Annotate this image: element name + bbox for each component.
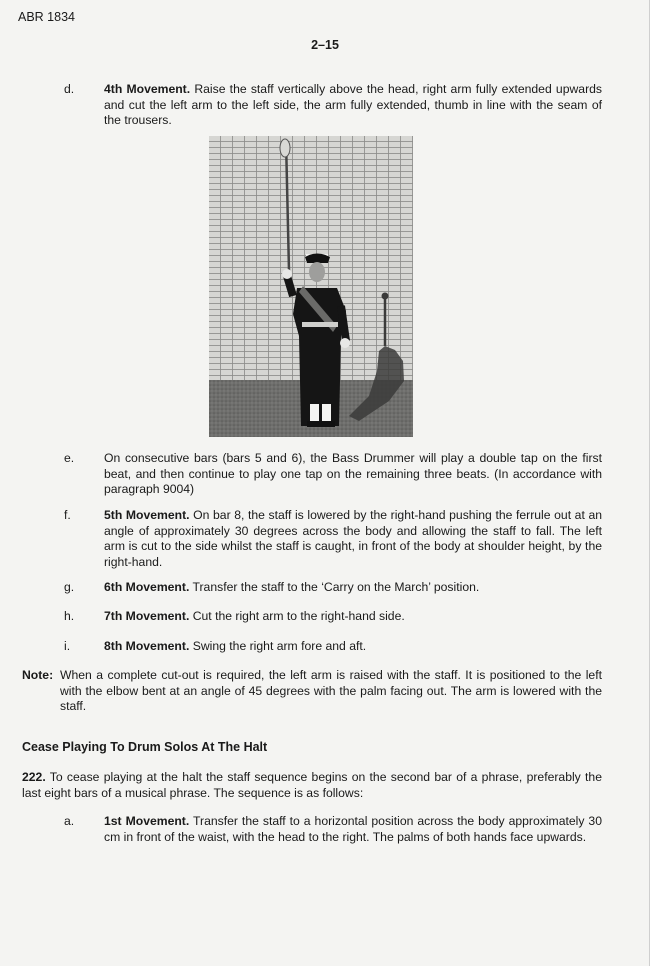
item-letter: h. [64, 609, 75, 623]
item-body: Cut the right arm to the right-hand side. [189, 609, 405, 623]
item-body: On consecutive bars (bars 5 and 6), the Bass Drummer will play a double tap on the first beat, and then continue to play one tap on the remaining three beats. (In accordance with paragraph 9004) [104, 451, 602, 496]
drum-major-photo [209, 136, 413, 437]
item-letter: d. [64, 82, 75, 96]
document-reference: ABR 1834 [18, 10, 75, 24]
item-title: 5th Movement. [104, 508, 190, 522]
paragraph-number: 222. [22, 770, 46, 784]
item-body: On bar 8, the staff is lowered by the right-hand pushing the ferrule out at an angle of approximately 30 degrees across the body and allowing the staff to fall. The left arm is cut to the side whilst the staff is caught, in front of the body at shoulder height, by the right-hand. [104, 508, 603, 569]
item-text [104, 814, 602, 845]
item-text [104, 580, 602, 596]
item-letter: g. [64, 580, 75, 594]
item-body: Transfer the staff to a horizontal position across the body approximately 30 cm in front of the waist, with the head to the right. The palms of both hands face upwards. [104, 814, 602, 844]
item-text [104, 609, 602, 625]
item-letter: e. [64, 451, 75, 465]
paragraph-text: To cease playing at the halt the staff sequence begins on the second bar of a phrase, preferably the last eight bars of a musical phrase. The sequence is as follows: [22, 770, 602, 800]
page-number: 2–15 [311, 38, 339, 52]
item-text [104, 451, 602, 498]
item-title: 8th Movement. [104, 639, 190, 653]
item-title: 1st Movement. [104, 814, 190, 828]
item-letter: f. [64, 508, 71, 522]
item-title: 7th Movement. [104, 609, 190, 623]
item-body: Transfer the staff to the ‘Carry on the March’ position. [189, 580, 480, 594]
item-body: Raise the staff vertically above the head, right arm fully extended upwards and cut the left arm to the left side, the arm fully extended, thumb in line with the seam of the trousers. [104, 82, 602, 127]
note-text: When a complete cut-out is required, the left arm is raised with the staff. It is positioned to the left with the elbow bent at an angle of 45 degrees with the palm facing out. The arm is lowered with the staff. [60, 668, 602, 713]
item-body: Swing the right arm fore and aft. [189, 639, 367, 653]
note-label: Note: [22, 668, 54, 682]
section-heading: Cease Playing To Drum Solos At The Halt [22, 740, 268, 754]
item-letter: i. [64, 639, 71, 653]
item-letter: a. [64, 814, 75, 828]
paragraph-222 [22, 770, 602, 801]
item-text [104, 508, 602, 570]
item-title: 4th Movement. [104, 82, 191, 96]
item-text [104, 639, 602, 655]
item-text [104, 82, 602, 129]
item-title: 6th Movement. [104, 580, 190, 594]
